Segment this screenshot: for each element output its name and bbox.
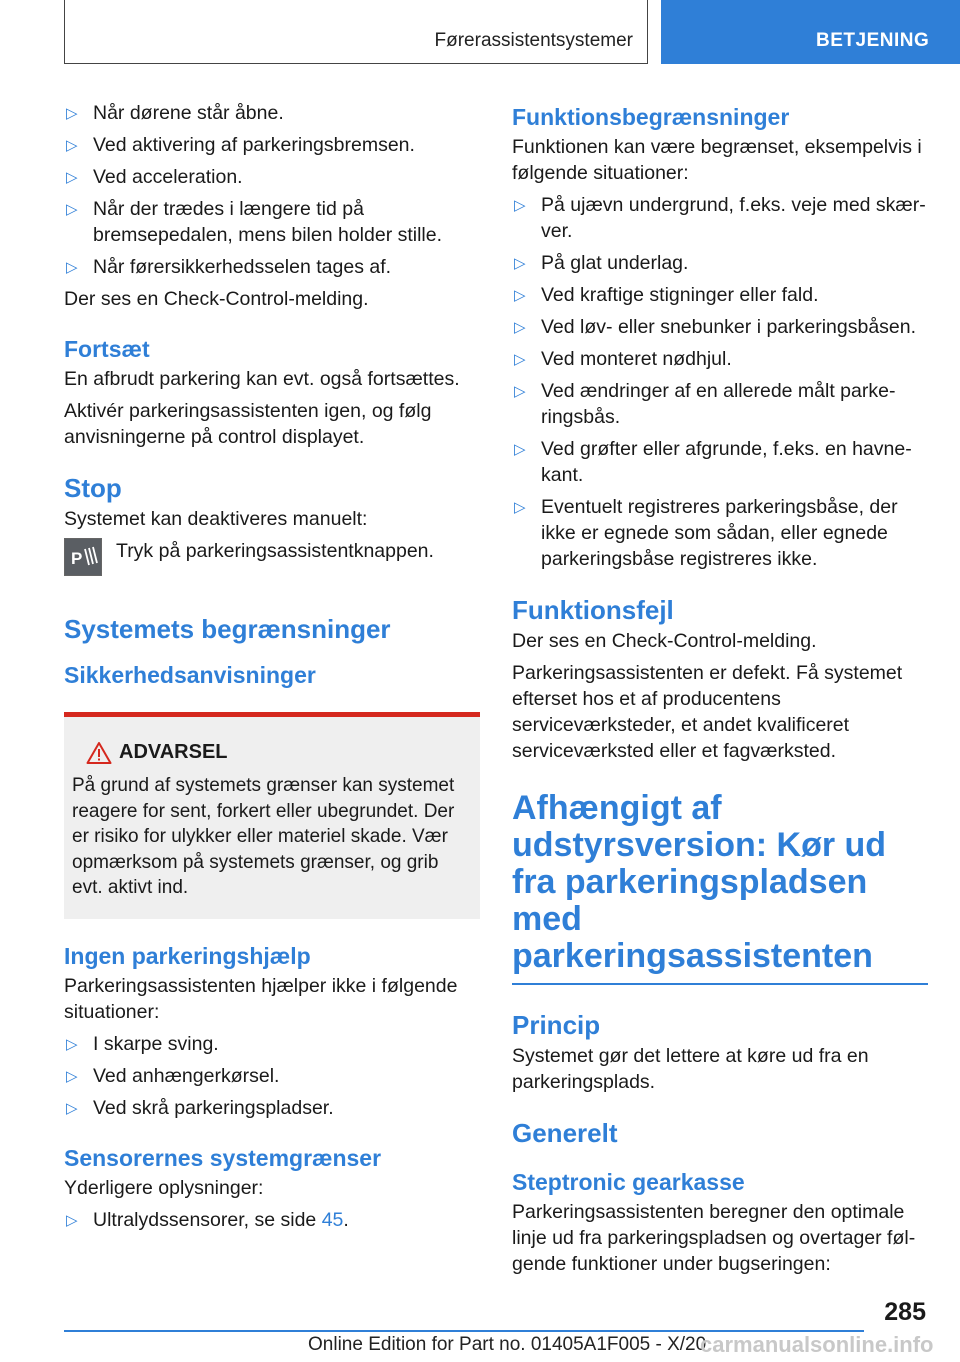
heading-no-parking-help: Ingen parkeringshjælp	[64, 942, 311, 969]
bullet-list-function-limits	[512, 192, 928, 572]
svg-text:P: P	[71, 549, 83, 568]
triangle-bullet-icon: ▷	[514, 287, 526, 304]
fault-paragraph-1: Der ses en Check-Control-melding.	[512, 630, 817, 652]
fault-paragraph-2: Parkeringsassistenten er defekt. Få systemet efterset hos et af producentens serviceværksteder, et andet kvalificeret serviceværksted eller et fagværksted.	[512, 662, 903, 762]
list-item: ▷ Når dørene står åbne.	[64, 100, 480, 126]
steptronic-paragraph: Parkeringsassistenten beregner den optimale linje ud fra parkeringspladsen og overtager følgende funktioner under bugseringen:	[512, 1201, 916, 1275]
list-item: ▷ Ved grøfter eller afgrunde, f.eks. en havnekant.	[514, 438, 912, 486]
list-item: ▷ Ved skrå parkeringspladser.	[64, 1095, 480, 1121]
chapter-heading-exit-parking: Afhængigt af udstyrsversion: Kør ud fra parkeringspladsen med parkeringsassistenten	[512, 789, 887, 975]
section-tab-label: BETJENING	[816, 30, 930, 51]
list-item: ▷ Ved aktivering af parkeringsbremsen.	[64, 132, 480, 158]
list-item: ▷ Ved acceleration.	[64, 164, 480, 190]
triangle-bullet-icon: ▷	[66, 105, 78, 122]
triangle-bullet-icon: ▷	[66, 1211, 78, 1229]
list-item: ▷ Ved løv- eller snebunker i parkeringsbåsen.	[512, 314, 928, 340]
bullet-list-no-help	[64, 1031, 480, 1121]
list-item: ▷ Ved anhængerkørsel.	[64, 1063, 480, 1089]
warning-triangle-icon	[86, 741, 112, 765]
triangle-bullet-icon: ▷	[66, 1067, 78, 1085]
chapter-title: Førerassistentsystemer	[434, 30, 633, 51]
heading-steptronic: Steptronic gearkasse	[512, 1169, 745, 1195]
triangle-bullet-icon: ▷	[514, 255, 526, 272]
triangle-bullet-icon: ▷	[66, 1099, 78, 1117]
parking-assistant-button-icon	[64, 538, 102, 576]
list-item: ▷ Eventuelt registreres parkeringsbåse, der ikke er egnede som sådan, eller egnede parkeringsbåse registreres ikke.	[514, 496, 898, 570]
list-item: ▷ Ved monteret nødhjul.	[512, 346, 928, 372]
principle-paragraph: Systemet gør det lettere at køre ud fra en parkeringsplads.	[512, 1045, 869, 1093]
page-header	[0, 0, 960, 66]
triangle-bullet-icon: ▷	[514, 197, 526, 214]
heading-principle: Princip	[512, 1010, 601, 1040]
list-item: ▷ Når førersikkerhedsselen tages af.	[64, 254, 480, 280]
heading-divider	[512, 983, 928, 985]
list-item: ▷ Ultralydssensorer, se side 45.	[64, 1207, 480, 1233]
heading-general: Generelt	[512, 1118, 618, 1148]
triangle-bullet-icon: ▷	[514, 351, 526, 368]
right-column	[512, 100, 928, 1283]
triangle-bullet-icon: ▷	[514, 383, 526, 400]
list-item: ▷ På ujævn undergrund, f.eks. veje med skærver.	[514, 194, 926, 242]
left-column	[64, 100, 480, 1239]
warning-header	[72, 741, 472, 771]
list-item: ▷ I skarpe sving.	[64, 1031, 480, 1057]
fortsaet-paragraph-1: En afbrudt parkering kan evt. også fortsættes.	[64, 368, 460, 390]
page-reference-link[interactable]: 45	[321, 1208, 344, 1231]
bullet-list-cancel-conditions	[64, 100, 480, 280]
warning-title: ADVARSEL	[119, 741, 228, 763]
triangle-bullet-icon: ▷	[514, 319, 526, 336]
section-tab[interactable]	[661, 0, 960, 64]
bullet-list-sensors	[64, 1207, 480, 1233]
no-help-paragraph: Parkeringsassistenten hjælper ikke i følgende situationer:	[64, 974, 458, 1023]
heading-system-limits: Systemets begrænsninger	[64, 614, 391, 644]
watermark: carmanualsonline.info	[700, 1332, 934, 1357]
list-item: ▷ På glat underlag.	[512, 250, 928, 276]
page-footer	[0, 1290, 960, 1362]
header-title-box	[64, 0, 648, 64]
triangle-bullet-icon: ▷	[66, 137, 78, 154]
heading-sensor-limits: Sensorernes systemgrænser	[64, 1144, 382, 1171]
check-control-text: Der ses en Check-Control-melding.	[64, 288, 369, 310]
heading-safety: Sikkerhedsanvisninger	[64, 662, 316, 688]
triangle-bullet-icon: ▷	[66, 259, 78, 276]
triangle-bullet-icon: ▷	[66, 169, 78, 186]
heading-fortsaet: Fortsæt	[64, 336, 150, 362]
fortsaet-paragraph-2: Aktivér parkeringsassistenten igen, og følg anvisningerne på control displayet.	[64, 400, 432, 448]
stop-instruction	[64, 538, 480, 588]
triangle-bullet-icon: ▷	[514, 499, 526, 516]
list-item: ▷ Når der trædes i længere tid på bremsepedalen, mens bilen holder stille.	[66, 198, 443, 246]
triangle-bullet-icon: ▷	[66, 201, 78, 218]
list-item: ▷ Ved kraftige stigninger eller fald.	[512, 282, 928, 308]
stop-paragraph: Systemet kan deaktiveres manuelt:	[64, 508, 368, 530]
edition-text: Online Edition for Part no. 01405A1F005 - X/20	[308, 1334, 707, 1355]
warning-box	[64, 712, 480, 919]
list-item: ▷ Ved ændringer af en allerede målt parkeringsbås.	[514, 380, 896, 428]
warning-text: På grund af systemets grænser kan systemet reagere for sent, forkert eller ubegrundet. Der er risiko for ulykker eller materiel skade. Vær opmærksom på systemets grænser, og grib evt. aktivt ind.	[72, 775, 455, 898]
stop-icon-text: Tryk på parkeringsassistentknappen.	[116, 540, 434, 562]
heading-function-limits: Funktionsbegrænsninger	[512, 104, 790, 130]
function-limits-paragraph: Funktionen kan være begrænset, eksempelvis i følgende situationer:	[512, 136, 922, 184]
sensor-paragraph: Yderligere oplysninger:	[64, 1176, 264, 1199]
triangle-bullet-icon: ▷	[66, 1035, 78, 1053]
page-number: 285	[884, 1298, 926, 1326]
triangle-bullet-icon: ▷	[514, 441, 526, 458]
heading-function-fault: Funktionsfejl	[512, 595, 674, 625]
heading-stop: Stop	[64, 473, 122, 503]
